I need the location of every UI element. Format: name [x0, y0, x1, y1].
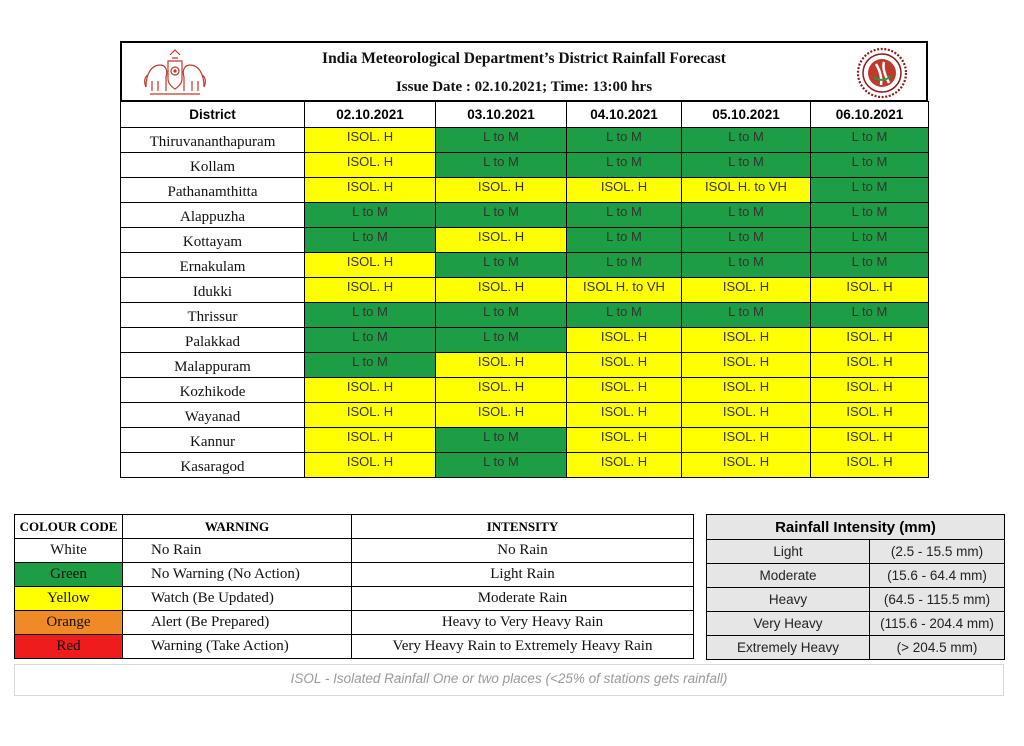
forecast-cell: L to M [811, 153, 929, 178]
warning-label: Warning (Take Action) [123, 635, 352, 659]
intensity-range: (64.5 - 115.5 mm) [870, 588, 1005, 612]
date-column-header: 03.10.2021 [436, 102, 567, 128]
forecast-cell: ISOL. H [811, 428, 929, 453]
colour-swatch: Yellow [15, 587, 123, 611]
district-row [121, 328, 929, 353]
forecast-cell: L to M [811, 128, 929, 153]
forecast-cell: ISOL. H [305, 178, 436, 203]
intensity-header-row [707, 515, 1005, 540]
district-name: Idukki [121, 278, 305, 303]
district-row [121, 128, 929, 153]
forecast-cell: ISOL. H [567, 178, 682, 203]
forecast-cell: L to M [682, 303, 811, 328]
forecast-cell: ISOL. H [436, 378, 567, 403]
forecast-cell: L to M [305, 303, 436, 328]
forecast-block [120, 41, 928, 478]
forecast-cell: L to M [682, 203, 811, 228]
legend-row [15, 587, 694, 611]
forecast-cell: ISOL. H [567, 328, 682, 353]
issue-date: Issue Date : 02.10.2021; Time: 13:00 hrs [395, 79, 653, 95]
district-name: Kannur [121, 428, 305, 453]
forecast-cell: ISOL H. to VH [567, 278, 682, 303]
forecast-cell: ISOL. H [305, 278, 436, 303]
forecast-title: India Meteorological Department’s District Rainfall Forecast [322, 50, 726, 67]
district-name: Kasaragod [121, 453, 305, 478]
district-name: Alappuzha [121, 203, 305, 228]
district-name: Palakkad [121, 328, 305, 353]
forecast-cell: ISOL. H [436, 178, 567, 203]
forecast-cell: L to M [436, 328, 567, 353]
forecast-cell: L to M [567, 153, 682, 178]
district-name: Pathanamthitta [121, 178, 305, 203]
forecast-cell: ISOL. H [567, 428, 682, 453]
district-name: Malappuram [121, 353, 305, 378]
legend-row [15, 611, 694, 635]
forecast-cell: L to M [567, 128, 682, 153]
forecast-cell: L to M [436, 253, 567, 278]
forecast-cell: L to M [305, 353, 436, 378]
district-name: Kollam [121, 153, 305, 178]
intensity-range: (115.6 - 204.4 mm) [870, 612, 1005, 636]
rainfall-intensity-table [706, 514, 1005, 660]
forecast-cell: L to M [567, 303, 682, 328]
forecast-cell: ISOL H. to VH [682, 178, 811, 203]
forecast-cell: L to M [811, 253, 929, 278]
intensity-range: (> 204.5 mm) [870, 636, 1005, 660]
forecast-cell: L to M [811, 178, 929, 203]
forecast-cell: L to M [436, 203, 567, 228]
forecast-cell: ISOL. H [436, 228, 567, 253]
date-column-header: 06.10.2021 [811, 102, 929, 128]
imd-logo-icon [856, 47, 908, 99]
forecast-cell: ISOL. H [682, 278, 811, 303]
district-name: Wayanad [121, 403, 305, 428]
forecast-cell: ISOL. H [567, 353, 682, 378]
forecast-cell: ISOL. H [811, 403, 929, 428]
legend-row [15, 563, 694, 587]
forecast-cell: ISOL. H [567, 403, 682, 428]
intensity-row [707, 540, 1005, 564]
forecast-cell: L to M [811, 228, 929, 253]
colour-swatch: White [15, 539, 123, 563]
district-name: Kottayam [121, 228, 305, 253]
forecast-cell: ISOL. H [682, 428, 811, 453]
district-name: Ernakulam [121, 253, 305, 278]
district-row [121, 378, 929, 403]
forecast-cell: ISOL. H [305, 403, 436, 428]
forecast-cell: ISOL. H [811, 328, 929, 353]
intensity-row [707, 636, 1005, 660]
forecast-cell: L to M [436, 128, 567, 153]
forecast-cell: ISOL. H [305, 253, 436, 278]
intensity-category: Light [707, 540, 870, 564]
forecast-cell: ISOL. H [682, 328, 811, 353]
district-row [121, 203, 929, 228]
forecast-cell: ISOL. H [811, 378, 929, 403]
intensity-category: Extremely Heavy [707, 636, 870, 660]
warning-label: Watch (Be Updated) [123, 587, 352, 611]
intensity-range: (15.6 - 64.4 mm) [870, 564, 1005, 588]
intensity-row [707, 612, 1005, 636]
district-name: Kozhikode [121, 378, 305, 403]
district-row [121, 278, 929, 303]
intensity-row [707, 588, 1005, 612]
date-column-header: 02.10.2021 [305, 102, 436, 128]
legend-row [15, 635, 694, 659]
forecast-cell: L to M [436, 153, 567, 178]
forecast-cell: L to M [567, 203, 682, 228]
forecast-cell: ISOL. H [305, 428, 436, 453]
forecast-cell: ISOL. H [682, 353, 811, 378]
forecast-cell: L to M [436, 303, 567, 328]
date-column-header: 04.10.2021 [567, 102, 682, 128]
colour-swatch: Orange [15, 611, 123, 635]
district-name: Thiruvananthapuram [121, 128, 305, 153]
forecast-header [120, 41, 928, 101]
intensity-category: Very Heavy [707, 612, 870, 636]
forecast-cell: L to M [811, 203, 929, 228]
intensity-label: Very Heavy Rain to Extremely Heavy Rain [352, 635, 694, 659]
intensity-label: Moderate Rain [352, 587, 694, 611]
forecast-cell: ISOL. H [682, 403, 811, 428]
forecast-cell: L to M [811, 303, 929, 328]
forecast-cell: L to M [567, 253, 682, 278]
district-row [121, 428, 929, 453]
colour-code-legend [14, 514, 694, 659]
district-row [121, 178, 929, 203]
legend-header-intensity: INTENSITY [352, 515, 694, 539]
legend-header-row [15, 515, 694, 539]
forecast-cell: L to M [305, 203, 436, 228]
forecast-cell: L to M [682, 228, 811, 253]
district-row [121, 153, 929, 178]
intensity-category: Heavy [707, 588, 870, 612]
date-column-header: 05.10.2021 [682, 102, 811, 128]
intensity-label: Heavy to Very Heavy Rain [352, 611, 694, 635]
district-row [121, 253, 929, 278]
colour-swatch: Red [15, 635, 123, 659]
forecast-cell: ISOL. H [682, 453, 811, 478]
district-row [121, 228, 929, 253]
forecast-cell: L to M [682, 153, 811, 178]
legend-row [15, 539, 694, 563]
forecast-cell: L to M [436, 428, 567, 453]
intensity-title: Rainfall Intensity (mm) [707, 515, 1005, 540]
forecast-cell: ISOL. H [436, 353, 567, 378]
district-name: Thrissur [121, 303, 305, 328]
forecast-cell: ISOL. H [305, 128, 436, 153]
intensity-category: Moderate [707, 564, 870, 588]
warning-label: Alert (Be Prepared) [123, 611, 352, 635]
district-row [121, 453, 929, 478]
district-column-header: District [121, 102, 305, 128]
colour-swatch: Green [15, 563, 123, 587]
forecast-cell: ISOL. H [305, 153, 436, 178]
district-row [121, 403, 929, 428]
forecast-cell: L to M [305, 328, 436, 353]
forecast-cell: ISOL. H [811, 353, 929, 378]
forecast-cell: L to M [305, 228, 436, 253]
forecast-header-row [121, 102, 929, 128]
district-row [121, 303, 929, 328]
forecast-cell: ISOL. H [567, 378, 682, 403]
forecast-table [120, 101, 929, 478]
forecast-cell: ISOL. H [682, 378, 811, 403]
legend-header-colour-code: COLOUR CODE [15, 515, 123, 539]
forecast-cell: L to M [567, 228, 682, 253]
forecast-cell: L to M [682, 128, 811, 153]
intensity-label: Light Rain [352, 563, 694, 587]
forecast-cell: L to M [436, 453, 567, 478]
intensity-row [707, 564, 1005, 588]
intensity-label: No Rain [352, 539, 694, 563]
forecast-cell: ISOL. H [811, 278, 929, 303]
forecast-cell: ISOL. H [436, 403, 567, 428]
forecast-cell: L to M [682, 253, 811, 278]
forecast-cell: ISOL. H [811, 453, 929, 478]
warning-label: No Rain [123, 539, 352, 563]
district-row [121, 353, 929, 378]
intensity-range: (2.5 - 15.5 mm) [870, 540, 1005, 564]
legend-header-warning: WARNING [123, 515, 352, 539]
warning-label: No Warning (No Action) [123, 563, 352, 587]
isol-footnote: ISOL - Isolated Rainfall One or two places (<25% of stations gets rainfall) [14, 664, 1004, 696]
forecast-cell: ISOL. H [305, 453, 436, 478]
forecast-cell: ISOL. H [436, 278, 567, 303]
forecast-cell: ISOL. H [567, 453, 682, 478]
forecast-cell: ISOL. H [305, 378, 436, 403]
